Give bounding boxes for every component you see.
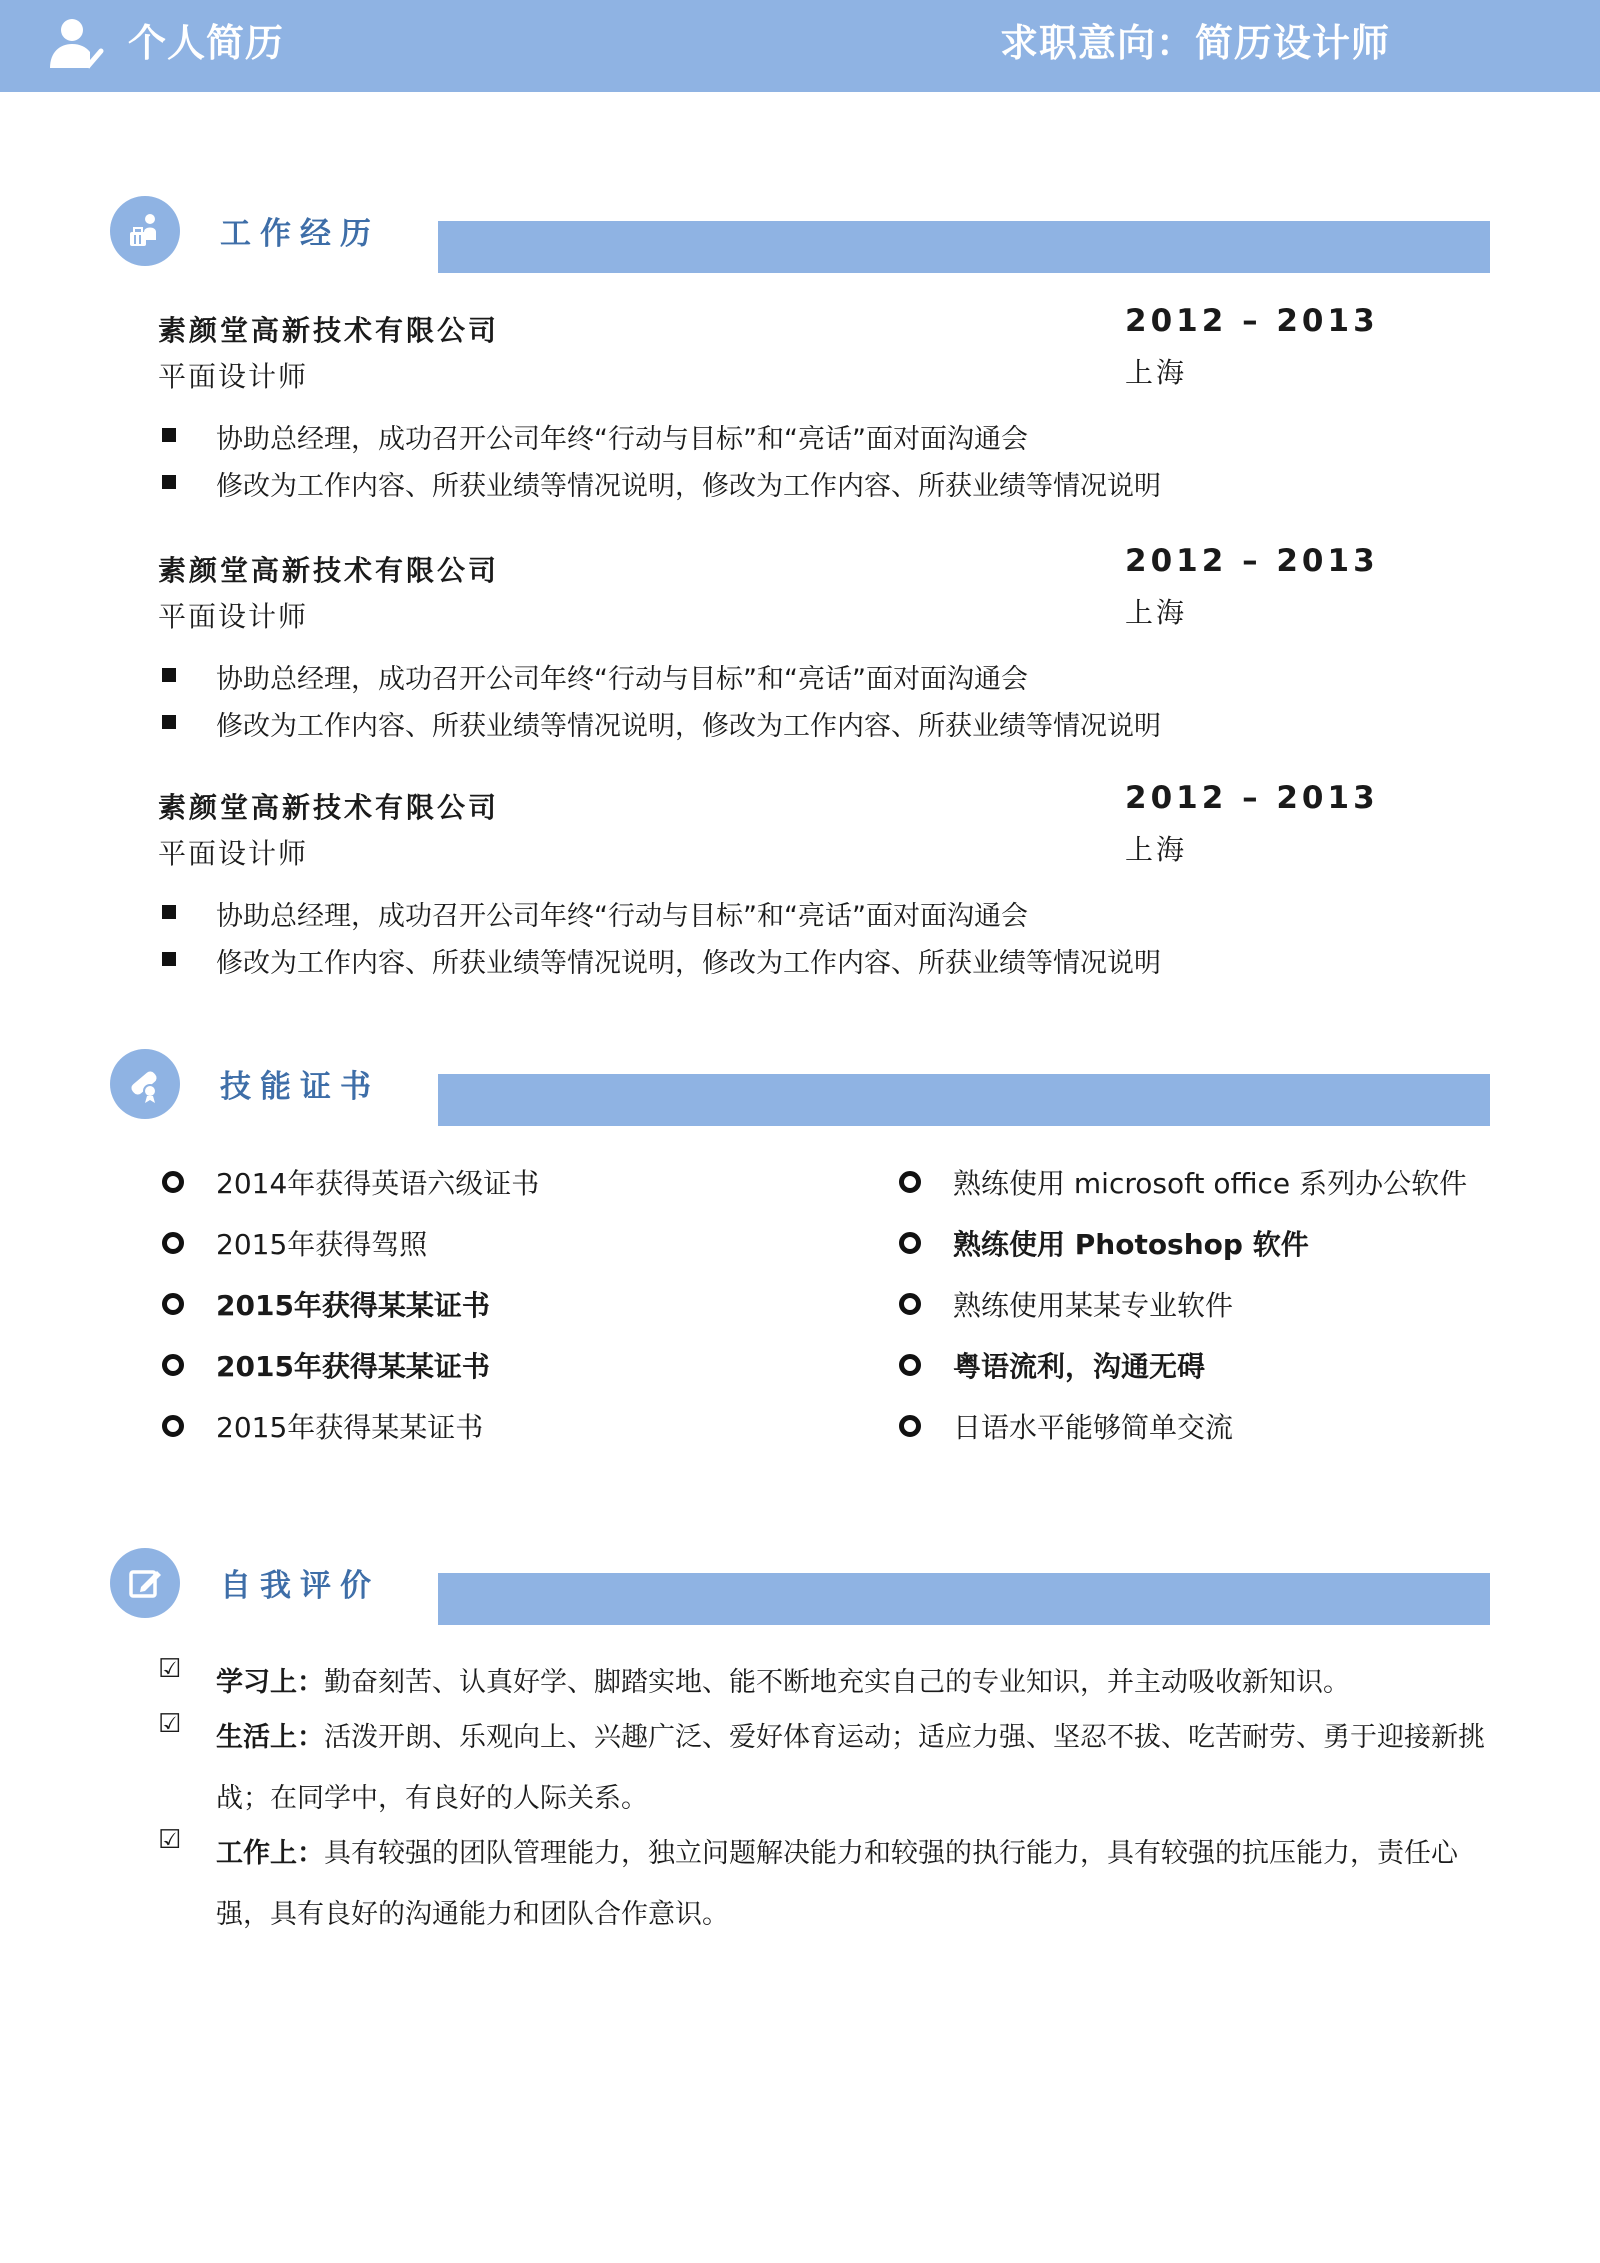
eval-text: 具有较强的团队管理能力，独立问题解决能力和较强的执行能力，具有较强的抗压能力，责任心强，具有良好的沟通能力和团队合作意识。 [216, 1838, 1458, 1930]
section-divider-bar [438, 1074, 1490, 1126]
list-item: 熟练使用某某专业软件 [895, 1284, 1515, 1345]
job-role: 平面设计师 [158, 837, 309, 870]
job-city: 上海 [1125, 596, 1188, 629]
circle-bullet-icon [899, 1232, 921, 1254]
job-city: 上海 [1125, 356, 1188, 389]
briefcase-person-icon [124, 210, 166, 252]
job-role: 平面设计师 [158, 600, 309, 633]
section-icon-circle [110, 1548, 180, 1618]
checkbox-icon: ☑ [158, 1654, 182, 1684]
circle-bullet-icon [899, 1415, 921, 1437]
circle-bullet-icon [899, 1171, 921, 1193]
page-title: 个人简历 [128, 21, 285, 65]
square-bullet-icon [162, 715, 176, 729]
eval-lead: 学习上： [216, 1667, 324, 1698]
job-years: 2012 – 2013 [1125, 780, 1379, 816]
circle-bullet-icon [162, 1293, 184, 1315]
circle-bullet-icon [162, 1171, 184, 1193]
eval-lead: 生活上： [216, 1722, 324, 1753]
job-intent: 求职意向：简历设计师 [1000, 21, 1391, 65]
checkbox-icon: ☑ [158, 1825, 182, 1855]
job-entry: 素颜堂高新技术有限公司 平面设计师 2012 – 2013 上海 协助总经理，成功召开公司年终“行动与目标”和“亮话”面对面沟通会 修改为工作内容、所获业绩等情况说明，修改为工作内容、所获业绩等情况说明 [158, 303, 1379, 502]
eval-lead: 工作上： [216, 1838, 324, 1869]
job-years: 2012 – 2013 [1125, 543, 1379, 579]
job-entry: 素颜堂高新技术有限公司 平面设计师 2012 – 2013 上海 协助总经理，成功召开公司年终“行动与目标”和“亮话”面对面沟通会 修改为工作内容、所获业绩等情况说明，修改为工作内容、所获业绩等情况说明 [158, 543, 1379, 742]
square-bullet-icon [162, 952, 176, 966]
list-item: 2015年获得驾照 [158, 1223, 778, 1284]
circle-bullet-icon [162, 1354, 184, 1376]
eval-text: 活泼开朗、乐观向上、兴趣广泛、爱好体育运动；适应力强、坚忍不拔、吃苦耐劳、勇于迎接新挑战；在同学中，有良好的人际关系。 [216, 1722, 1485, 1814]
list-item: 熟练使用 Photoshop 软件 [895, 1223, 1515, 1284]
section-icon-circle [110, 1049, 180, 1119]
circle-bullet-icon [162, 1415, 184, 1437]
job-years: 2012 – 2013 [1125, 303, 1379, 339]
section-icon-circle [110, 196, 180, 266]
diploma-icon [124, 1063, 166, 1105]
circle-bullet-icon [899, 1354, 921, 1376]
list-item: 2015年获得某某证书 [158, 1406, 778, 1467]
section-divider-bar [438, 221, 1490, 273]
section-divider-bar [438, 1573, 1490, 1625]
checkbox-icon: ☑ [158, 1709, 182, 1739]
section-header-work [110, 196, 1490, 276]
skills-list-left [158, 1162, 778, 1467]
list-item: 2015年获得某某证书 [158, 1345, 778, 1406]
square-bullet-icon [162, 905, 176, 919]
list-item: 粤语流利，沟通无碍 [895, 1345, 1515, 1406]
list-item [158, 1652, 1498, 1713]
section-header-eval [110, 1548, 1490, 1628]
section-title-skills: 技能证书 [220, 1069, 380, 1105]
eval-text: 勤奋刻苦、认真好学、脚踏实地、能不断地充实自己的专业知识，并主动吸收新知识。 [324, 1667, 1350, 1698]
job-entry: 素颜堂高新技术有限公司 平面设计师 2012 – 2013 上海 协助总经理，成功召开公司年终“行动与目标”和“亮话”面对面沟通会 修改为工作内容、所获业绩等情况说明，修改为工作内容、所获业绩等情况说明 [158, 780, 1379, 979]
circle-bullet-icon [162, 1232, 184, 1254]
section-header-skills [110, 1049, 1490, 1129]
list-item [158, 1707, 1498, 1829]
company-name: 素颜堂高新技术有限公司 [158, 554, 500, 587]
square-bullet-icon [162, 428, 176, 442]
list-item: 日语水平能够简单交流 [895, 1406, 1515, 1467]
person-check-icon [46, 14, 104, 72]
job-city: 上海 [1125, 833, 1188, 866]
list-item [158, 1823, 1498, 1945]
job-role: 平面设计师 [158, 360, 309, 393]
skills-list-right [895, 1162, 1515, 1467]
square-bullet-icon [162, 668, 176, 682]
header-bar [0, 0, 1600, 92]
section-title-work: 工作经历 [220, 216, 380, 252]
list-item: 2015年获得某某证书 [158, 1284, 778, 1345]
list-item: 2014年获得英语六级证书 [158, 1162, 778, 1223]
edit-icon [124, 1562, 166, 1604]
company-name: 素颜堂高新技术有限公司 [158, 314, 500, 347]
list-item: 熟练使用 microsoft office 系列办公软件 [895, 1162, 1515, 1223]
company-name: 素颜堂高新技术有限公司 [158, 791, 500, 824]
self-eval-list [158, 1654, 1498, 1951]
square-bullet-icon [162, 475, 176, 489]
section-title-eval: 自我评价 [220, 1568, 380, 1604]
circle-bullet-icon [899, 1293, 921, 1315]
